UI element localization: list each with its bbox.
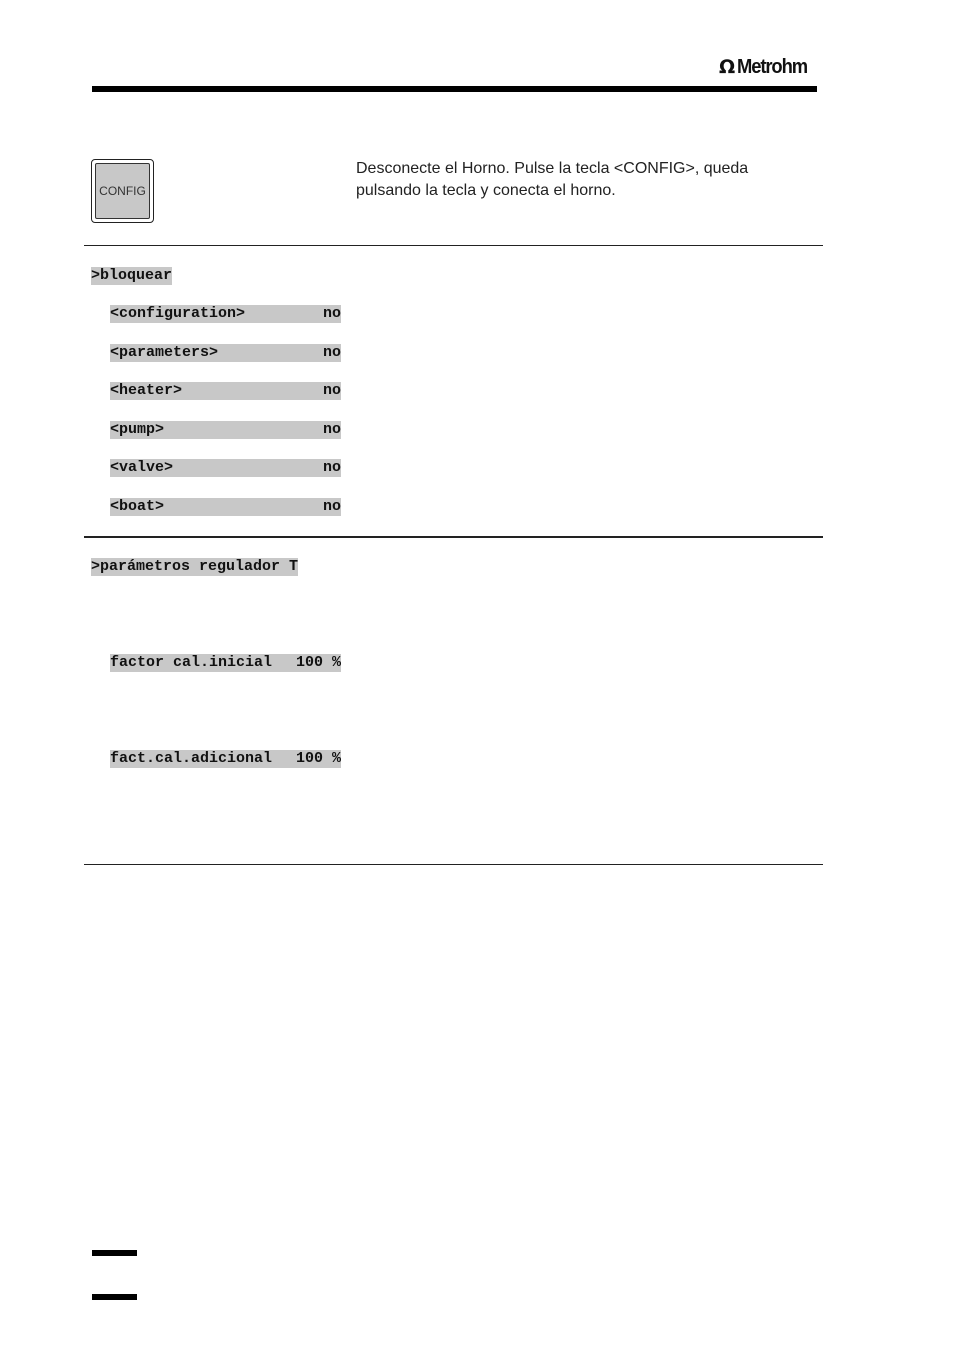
- setting-value: no: [322, 382, 341, 399]
- setting-label: <heater>: [110, 382, 183, 399]
- footer-mark: [92, 1250, 137, 1256]
- setting-label: fact.cal.adicional: [110, 750, 273, 767]
- footer-mark: [92, 1294, 137, 1300]
- setting-label: <pump>: [110, 421, 165, 438]
- setting-row-configuration[interactable]: [110, 305, 341, 323]
- instruction-text: Desconecte el Horno. Pulse la tecla <CONFIG>, queda pulsando la tecla y conecta el horno.: [356, 160, 749, 199]
- section-divider: [84, 864, 823, 865]
- setting-value: no: [322, 305, 341, 322]
- setting-row-boat[interactable]: [110, 498, 341, 516]
- section-divider: [84, 245, 823, 246]
- setting-value: no: [322, 344, 341, 361]
- setting-row-fact-cal-adicional[interactable]: [110, 750, 341, 768]
- header-rule: [92, 86, 817, 92]
- section-title-bloquear: >bloquear: [91, 267, 173, 284]
- config-key-label: CONFIG: [99, 184, 146, 198]
- setting-value: no: [322, 421, 341, 438]
- config-key-face: [95, 163, 150, 219]
- setting-label: <valve>: [110, 459, 174, 476]
- setting-value: 100 %: [295, 654, 341, 671]
- setting-row-pump[interactable]: [110, 421, 341, 439]
- setting-value: no: [322, 498, 341, 515]
- setting-row-factor-cal-inicial[interactable]: [110, 654, 341, 672]
- brand-name: Metrohm: [737, 55, 808, 78]
- brand-logo: [719, 55, 813, 79]
- setting-label: <boat>: [110, 498, 165, 515]
- section-divider: [84, 536, 823, 538]
- setting-label: <configuration>: [110, 305, 246, 322]
- setting-value: 100 %: [295, 750, 341, 767]
- setting-label: <parameters>: [110, 344, 219, 361]
- setting-value: no: [322, 459, 341, 476]
- setting-label: factor cal.inicial: [110, 654, 273, 671]
- config-key-button[interactable]: [91, 159, 154, 223]
- omega-logo-icon: Ω: [719, 55, 736, 78]
- setting-row-valve[interactable]: [110, 459, 341, 477]
- setting-row-heater[interactable]: [110, 382, 341, 400]
- section-title-regulador: >parámetros regulador T: [91, 558, 299, 575]
- setting-row-parameters[interactable]: [110, 344, 341, 362]
